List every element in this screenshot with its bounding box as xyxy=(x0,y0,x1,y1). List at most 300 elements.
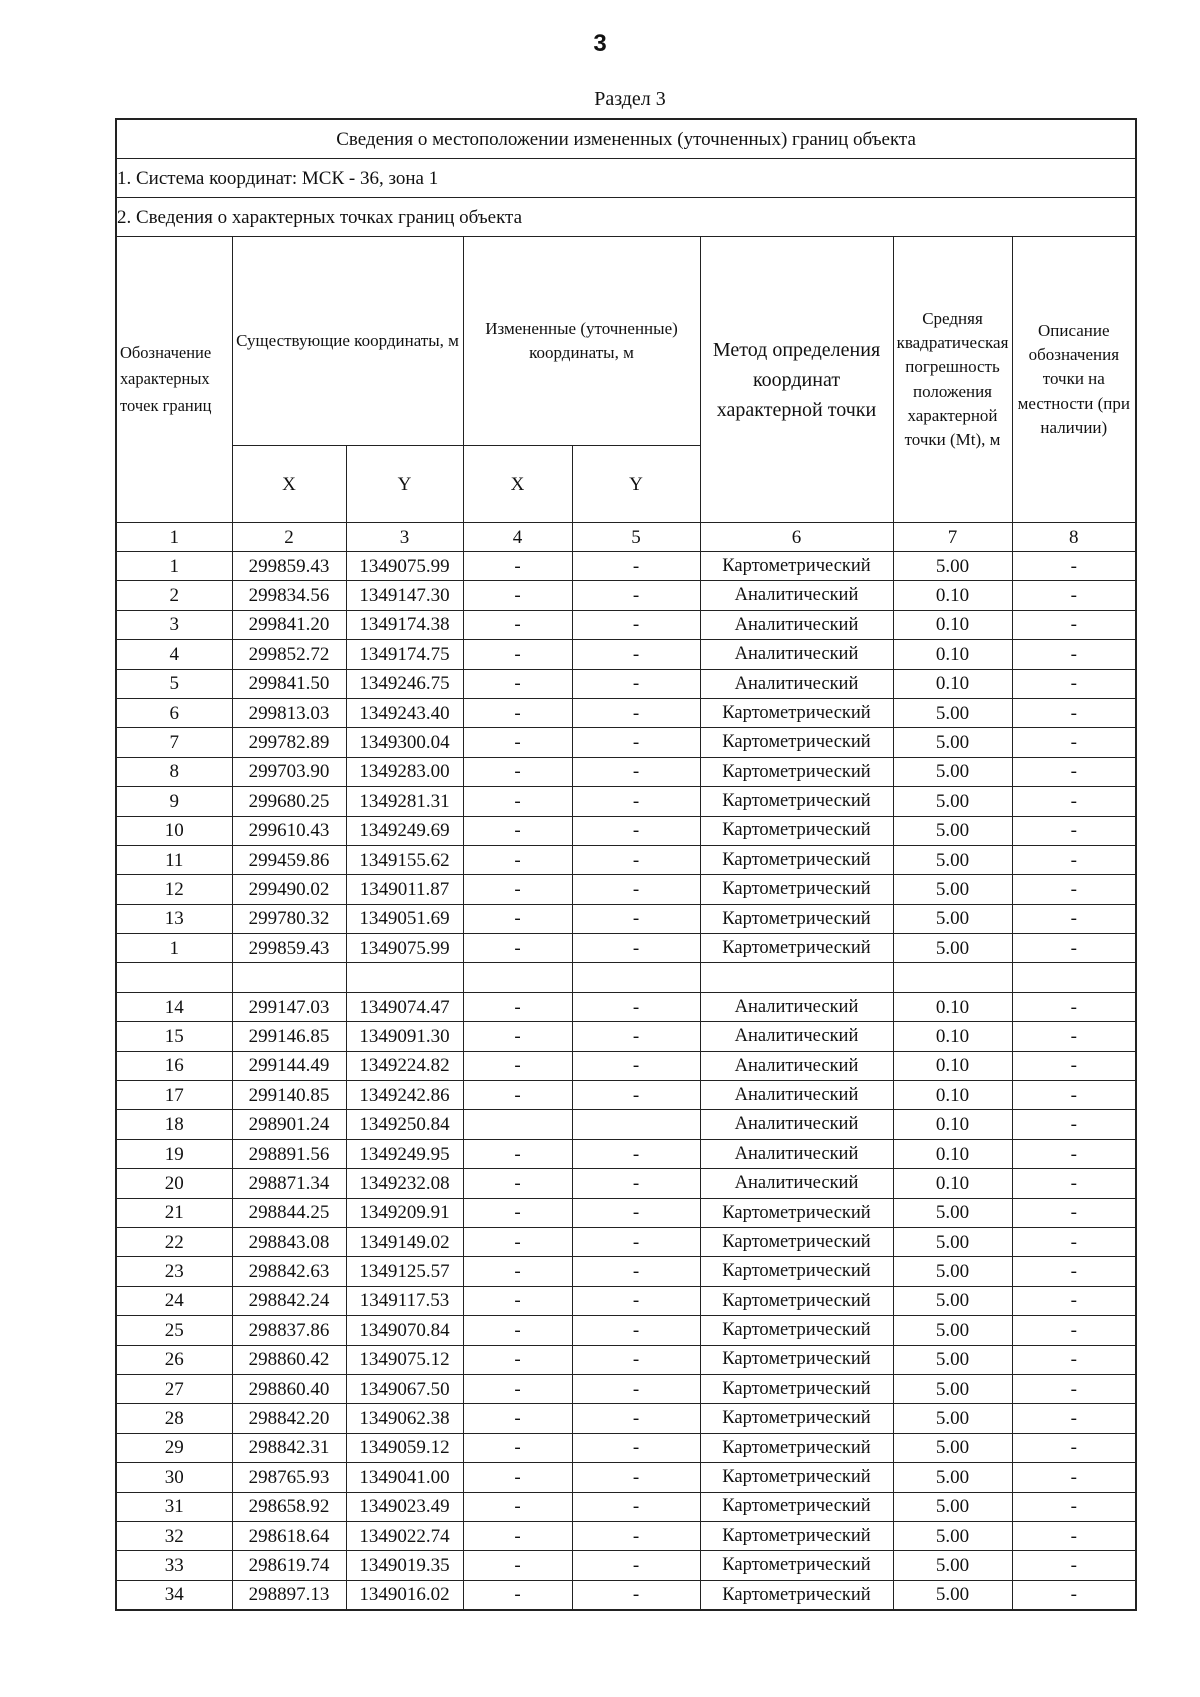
point-id-cell: 30 xyxy=(116,1463,232,1492)
existing-y-cell: 1349075.12 xyxy=(346,1345,463,1374)
existing-x-cell: 298860.42 xyxy=(232,1345,346,1374)
boundary-points-table xyxy=(115,118,1137,1611)
method-cell: Аналитический xyxy=(700,1139,893,1168)
column-number: 2 xyxy=(232,523,346,552)
table-row xyxy=(116,1139,1136,1168)
method-cell: Картометрический xyxy=(700,1580,893,1610)
existing-y-cell: 1349232.08 xyxy=(346,1169,463,1198)
changed-x-cell: - xyxy=(463,1081,572,1110)
changed-x-cell: - xyxy=(463,1580,572,1610)
method-cell: Картометрический xyxy=(700,904,893,933)
table-row xyxy=(116,610,1136,639)
header-changed-x: X xyxy=(463,446,572,523)
method-cell: Картометрический xyxy=(700,1521,893,1550)
existing-y-cell: 1349246.75 xyxy=(346,669,463,698)
table-row xyxy=(116,1257,1136,1286)
table-row xyxy=(116,1433,1136,1462)
table-row xyxy=(116,1227,1136,1256)
point-id-cell: 15 xyxy=(116,1022,232,1051)
changed-x-cell: - xyxy=(463,934,572,963)
existing-x-cell: 298860.40 xyxy=(232,1374,346,1403)
changed-x-cell: - xyxy=(463,1257,572,1286)
header-error: Средняя квадратическая погрешность положения характерной точки (Mt), м xyxy=(893,237,1012,523)
changed-y-cell: - xyxy=(572,1492,700,1521)
point-id-cell: 13 xyxy=(116,904,232,933)
method-cell: Картометрический xyxy=(700,845,893,874)
changed-x-cell: - xyxy=(463,1492,572,1521)
description-cell: - xyxy=(1012,1169,1136,1198)
existing-y-cell: 1349023.49 xyxy=(346,1492,463,1521)
changed-y-cell: - xyxy=(572,757,700,786)
table-row xyxy=(116,698,1136,727)
changed-x-cell: - xyxy=(463,728,572,757)
description-cell: - xyxy=(1012,1463,1136,1492)
changed-y-cell: - xyxy=(572,698,700,727)
description-cell: - xyxy=(1012,992,1136,1021)
error-cell: 0.10 xyxy=(893,640,1012,669)
error-cell: 0.10 xyxy=(893,1169,1012,1198)
column-number: 8 xyxy=(1012,523,1136,552)
changed-x-cell: - xyxy=(463,1551,572,1580)
point-id-cell: 4 xyxy=(116,640,232,669)
existing-y-cell: 1349019.35 xyxy=(346,1551,463,1580)
column-number: 5 xyxy=(572,523,700,552)
description-cell: - xyxy=(1012,552,1136,581)
method-cell: Картометрический xyxy=(700,1286,893,1315)
existing-y-cell: 1349155.62 xyxy=(346,845,463,874)
description-cell: - xyxy=(1012,698,1136,727)
changed-y-cell: - xyxy=(572,1404,700,1433)
table-row xyxy=(116,934,1136,963)
description-cell xyxy=(1012,963,1136,992)
existing-x-cell: 299780.32 xyxy=(232,904,346,933)
table-row xyxy=(116,787,1136,816)
table-row xyxy=(116,640,1136,669)
description-cell: - xyxy=(1012,581,1136,610)
changed-y-cell: - xyxy=(572,1463,700,1492)
error-cell: 5.00 xyxy=(893,787,1012,816)
description-cell: - xyxy=(1012,1316,1136,1345)
changed-y-cell: - xyxy=(572,669,700,698)
method-cell: Картометрический xyxy=(700,728,893,757)
table-row xyxy=(116,1463,1136,1492)
changed-y-cell: - xyxy=(572,1051,700,1080)
existing-x-cell: 299680.25 xyxy=(232,787,346,816)
method-cell: Картометрический xyxy=(700,552,893,581)
table-row xyxy=(116,1521,1136,1550)
changed-y-cell: - xyxy=(572,1551,700,1580)
error-cell: 0.10 xyxy=(893,1022,1012,1051)
existing-y-cell: 1349075.99 xyxy=(346,552,463,581)
existing-y-cell: 1349300.04 xyxy=(346,728,463,757)
method-cell: Картометрический xyxy=(700,757,893,786)
existing-y-cell: 1349011.87 xyxy=(346,875,463,904)
existing-x-cell: 298897.13 xyxy=(232,1580,346,1610)
existing-x-cell xyxy=(232,963,346,992)
error-cell: 5.00 xyxy=(893,1374,1012,1403)
changed-x-cell: - xyxy=(463,1169,572,1198)
changed-x-cell: - xyxy=(463,1463,572,1492)
description-cell: - xyxy=(1012,728,1136,757)
changed-x-cell: - xyxy=(463,845,572,874)
error-cell: 0.10 xyxy=(893,669,1012,698)
existing-x-cell: 298837.86 xyxy=(232,1316,346,1345)
error-cell: 5.00 xyxy=(893,757,1012,786)
description-cell: - xyxy=(1012,1492,1136,1521)
point-id-cell: 20 xyxy=(116,1169,232,1198)
changed-x-cell: - xyxy=(463,581,572,610)
header-designation: Обозначение характерных точек границ xyxy=(116,237,232,523)
error-cell: 0.10 xyxy=(893,581,1012,610)
point-id-cell xyxy=(116,963,232,992)
description-cell: - xyxy=(1012,816,1136,845)
existing-y-cell: 1349091.30 xyxy=(346,1022,463,1051)
method-cell: Аналитический xyxy=(700,1110,893,1139)
changed-x-cell: - xyxy=(463,1198,572,1227)
header-description: Описание обозначения точки на местности (при наличии) xyxy=(1012,237,1136,523)
existing-y-cell: 1349074.47 xyxy=(346,992,463,1021)
table-row xyxy=(116,1316,1136,1345)
method-cell: Картометрический xyxy=(700,1345,893,1374)
existing-x-cell: 298765.93 xyxy=(232,1463,346,1492)
point-id-cell: 2 xyxy=(116,581,232,610)
method-cell: Аналитический xyxy=(700,1081,893,1110)
header-method: Метод определения координат характерной точки xyxy=(700,237,893,523)
error-cell: 0.10 xyxy=(893,1139,1012,1168)
table-row xyxy=(116,1110,1136,1139)
method-cell: Картометрический xyxy=(700,1463,893,1492)
existing-x-cell: 298618.64 xyxy=(232,1521,346,1550)
existing-x-cell: 299146.85 xyxy=(232,1022,346,1051)
changed-y-cell: - xyxy=(572,904,700,933)
table-row xyxy=(116,845,1136,874)
description-cell: - xyxy=(1012,640,1136,669)
method-cell: Картометрический xyxy=(700,1257,893,1286)
point-id-cell: 27 xyxy=(116,1374,232,1403)
existing-x-cell: 299140.85 xyxy=(232,1081,346,1110)
error-cell: 5.00 xyxy=(893,1316,1012,1345)
point-id-cell: 23 xyxy=(116,1257,232,1286)
point-id-cell: 24 xyxy=(116,1286,232,1315)
table-row xyxy=(116,1492,1136,1521)
error-cell: 5.00 xyxy=(893,552,1012,581)
changed-x-cell: - xyxy=(463,1316,572,1345)
changed-y-cell: - xyxy=(572,1198,700,1227)
error-cell: 5.00 xyxy=(893,1580,1012,1610)
existing-x-cell: 299147.03 xyxy=(232,992,346,1021)
description-cell: - xyxy=(1012,1139,1136,1168)
existing-y-cell: 1349249.69 xyxy=(346,816,463,845)
changed-x-cell: - xyxy=(463,904,572,933)
header-existing-coordinates: Существующие координаты, м xyxy=(232,237,463,446)
description-cell: - xyxy=(1012,610,1136,639)
header-changed-y: Y xyxy=(572,446,700,523)
table-title: Сведения о местоположении измененных (уточненных) границ объекта xyxy=(116,119,1136,159)
description-cell: - xyxy=(1012,1551,1136,1580)
method-cell: Картометрический xyxy=(700,698,893,727)
error-cell xyxy=(893,963,1012,992)
error-cell: 0.10 xyxy=(893,992,1012,1021)
error-cell: 0.10 xyxy=(893,1110,1012,1139)
error-cell: 5.00 xyxy=(893,1492,1012,1521)
existing-x-cell: 299144.49 xyxy=(232,1051,346,1080)
existing-y-cell: 1349016.02 xyxy=(346,1580,463,1610)
existing-y-cell: 1349281.31 xyxy=(346,787,463,816)
existing-x-cell: 299859.43 xyxy=(232,552,346,581)
table-row xyxy=(116,1022,1136,1051)
error-cell: 5.00 xyxy=(893,1551,1012,1580)
point-id-cell: 11 xyxy=(116,845,232,874)
existing-x-cell: 299610.43 xyxy=(232,816,346,845)
error-cell: 0.10 xyxy=(893,1081,1012,1110)
existing-x-cell: 298843.08 xyxy=(232,1227,346,1256)
existing-y-cell: 1349022.74 xyxy=(346,1521,463,1550)
table-row xyxy=(116,1404,1136,1433)
existing-x-cell: 299841.50 xyxy=(232,669,346,698)
error-cell: 5.00 xyxy=(893,698,1012,727)
method-cell: Аналитический xyxy=(700,1169,893,1198)
description-cell: - xyxy=(1012,845,1136,874)
existing-x-cell: 299813.03 xyxy=(232,698,346,727)
description-cell: - xyxy=(1012,1081,1136,1110)
method-cell: Аналитический xyxy=(700,1022,893,1051)
point-id-cell: 25 xyxy=(116,1316,232,1345)
method-cell: Аналитический xyxy=(700,640,893,669)
table-row xyxy=(116,816,1136,845)
existing-y-cell: 1349174.75 xyxy=(346,640,463,669)
column-number: 3 xyxy=(346,523,463,552)
header-existing-x: X xyxy=(232,446,346,523)
error-cell: 5.00 xyxy=(893,1521,1012,1550)
table-row xyxy=(116,992,1136,1021)
error-cell: 5.00 xyxy=(893,816,1012,845)
description-cell: - xyxy=(1012,787,1136,816)
description-cell: - xyxy=(1012,1198,1136,1227)
changed-y-cell: - xyxy=(572,1374,700,1403)
changed-y-cell: - xyxy=(572,1521,700,1550)
existing-x-cell: 298891.56 xyxy=(232,1139,346,1168)
existing-x-cell: 299490.02 xyxy=(232,875,346,904)
table-row xyxy=(116,1169,1136,1198)
changed-x-cell: - xyxy=(463,698,572,727)
existing-x-cell: 299703.90 xyxy=(232,757,346,786)
description-cell: - xyxy=(1012,1580,1136,1610)
existing-y-cell: 1349242.86 xyxy=(346,1081,463,1110)
point-id-cell: 3 xyxy=(116,610,232,639)
existing-x-cell: 299859.43 xyxy=(232,934,346,963)
error-cell: 5.00 xyxy=(893,1257,1012,1286)
changed-x-cell: - xyxy=(463,1374,572,1403)
existing-y-cell: 1349249.95 xyxy=(346,1139,463,1168)
changed-x-cell: - xyxy=(463,552,572,581)
table-row xyxy=(116,581,1136,610)
error-cell: 5.00 xyxy=(893,1286,1012,1315)
description-cell: - xyxy=(1012,1521,1136,1550)
changed-x-cell: - xyxy=(463,1345,572,1374)
method-cell: Картометрический xyxy=(700,1316,893,1345)
existing-y-cell: 1349075.99 xyxy=(346,934,463,963)
existing-x-cell: 298842.20 xyxy=(232,1404,346,1433)
changed-y-cell: - xyxy=(572,1169,700,1198)
existing-y-cell: 1349062.38 xyxy=(346,1404,463,1433)
table-row xyxy=(116,1286,1136,1315)
changed-y-cell: - xyxy=(572,787,700,816)
method-cell: Картометрический xyxy=(700,1198,893,1227)
changed-y-cell: - xyxy=(572,845,700,874)
description-cell: - xyxy=(1012,904,1136,933)
section-label: Раздел 3 xyxy=(594,88,666,110)
point-id-cell: 1 xyxy=(116,934,232,963)
changed-x-cell xyxy=(463,963,572,992)
changed-y-cell: - xyxy=(572,934,700,963)
changed-x-cell: - xyxy=(463,1286,572,1315)
error-cell: 5.00 xyxy=(893,1463,1012,1492)
existing-x-cell: 298842.63 xyxy=(232,1257,346,1286)
point-id-cell: 5 xyxy=(116,669,232,698)
changed-x-cell: - xyxy=(463,875,572,904)
point-id-cell: 10 xyxy=(116,816,232,845)
existing-y-cell: 1349059.12 xyxy=(346,1433,463,1462)
existing-y-cell: 1349149.02 xyxy=(346,1227,463,1256)
description-cell: - xyxy=(1012,669,1136,698)
changed-y-cell: - xyxy=(572,610,700,639)
description-cell: - xyxy=(1012,934,1136,963)
existing-x-cell: 299852.72 xyxy=(232,640,346,669)
description-cell: - xyxy=(1012,1022,1136,1051)
method-cell: Аналитический xyxy=(700,581,893,610)
point-id-cell: 29 xyxy=(116,1433,232,1462)
point-id-cell: 32 xyxy=(116,1521,232,1550)
existing-y-cell: 1349125.57 xyxy=(346,1257,463,1286)
method-cell: Аналитический xyxy=(700,992,893,1021)
point-id-cell: 17 xyxy=(116,1081,232,1110)
error-cell: 0.10 xyxy=(893,1051,1012,1080)
coordinate-system: 1. Система координат: МСК - 36, зона 1 xyxy=(116,159,1136,198)
header-existing-y: Y xyxy=(346,446,463,523)
changed-y-cell: - xyxy=(572,581,700,610)
existing-x-cell: 298842.24 xyxy=(232,1286,346,1315)
table-row xyxy=(116,728,1136,757)
description-cell: - xyxy=(1012,875,1136,904)
changed-y-cell: - xyxy=(572,640,700,669)
point-id-cell: 7 xyxy=(116,728,232,757)
changed-y-cell: - xyxy=(572,1227,700,1256)
point-id-cell: 34 xyxy=(116,1580,232,1610)
error-cell: 5.00 xyxy=(893,934,1012,963)
existing-x-cell: 298658.92 xyxy=(232,1492,346,1521)
existing-x-cell: 298842.31 xyxy=(232,1433,346,1462)
changed-y-cell: - xyxy=(572,875,700,904)
point-id-cell: 26 xyxy=(116,1345,232,1374)
method-cell: Картометрический xyxy=(700,1551,893,1580)
table-row xyxy=(116,904,1136,933)
table-row xyxy=(116,1051,1136,1080)
point-id-cell: 21 xyxy=(116,1198,232,1227)
existing-y-cell: 1349041.00 xyxy=(346,1463,463,1492)
point-id-cell: 33 xyxy=(116,1551,232,1580)
existing-y-cell: 1349070.84 xyxy=(346,1316,463,1345)
point-id-cell: 12 xyxy=(116,875,232,904)
existing-y-cell: 1349067.50 xyxy=(346,1374,463,1403)
column-number: 7 xyxy=(893,523,1012,552)
changed-y-cell: - xyxy=(572,1433,700,1462)
existing-y-cell: 1349147.30 xyxy=(346,581,463,610)
existing-x-cell: 298844.25 xyxy=(232,1198,346,1227)
column-number: 1 xyxy=(116,523,232,552)
point-id-cell: 31 xyxy=(116,1492,232,1521)
point-id-cell: 1 xyxy=(116,552,232,581)
table-row xyxy=(116,1198,1136,1227)
existing-y-cell: 1349174.38 xyxy=(346,610,463,639)
changed-x-cell: - xyxy=(463,787,572,816)
point-id-cell: 19 xyxy=(116,1139,232,1168)
column-number: 4 xyxy=(463,523,572,552)
existing-x-cell: 299782.89 xyxy=(232,728,346,757)
table-row xyxy=(116,1081,1136,1110)
error-cell: 5.00 xyxy=(893,1433,1012,1462)
table-row xyxy=(116,552,1136,581)
existing-y-cell: 1349224.82 xyxy=(346,1051,463,1080)
changed-x-cell xyxy=(463,1110,572,1139)
table-row xyxy=(116,1345,1136,1374)
existing-x-cell: 298871.34 xyxy=(232,1169,346,1198)
description-cell: - xyxy=(1012,1345,1136,1374)
changed-x-cell: - xyxy=(463,1521,572,1550)
point-id-cell: 6 xyxy=(116,698,232,727)
method-cell: Картометрический xyxy=(700,816,893,845)
changed-y-cell: - xyxy=(572,1316,700,1345)
changed-x-cell: - xyxy=(463,640,572,669)
changed-x-cell: - xyxy=(463,1404,572,1433)
description-cell: - xyxy=(1012,1051,1136,1080)
description-cell: - xyxy=(1012,1404,1136,1433)
error-cell: 5.00 xyxy=(893,728,1012,757)
error-cell: 5.00 xyxy=(893,1345,1012,1374)
description-cell: - xyxy=(1012,1433,1136,1462)
method-cell: Картометрический xyxy=(700,1227,893,1256)
point-id-cell: 9 xyxy=(116,787,232,816)
changed-x-cell: - xyxy=(463,992,572,1021)
method-cell: Картометрический xyxy=(700,1404,893,1433)
changed-x-cell: - xyxy=(463,669,572,698)
table-row xyxy=(116,1374,1136,1403)
method-cell: Картометрический xyxy=(700,1492,893,1521)
description-cell: - xyxy=(1012,1110,1136,1139)
error-cell: 5.00 xyxy=(893,1198,1012,1227)
changed-x-cell: - xyxy=(463,1227,572,1256)
changed-x-cell: - xyxy=(463,1022,572,1051)
method-cell: Аналитический xyxy=(700,610,893,639)
header-changed-coordinates: Измененные (уточненные) координаты, м xyxy=(463,237,700,446)
method-cell: Аналитический xyxy=(700,1051,893,1080)
error-cell: 5.00 xyxy=(893,904,1012,933)
existing-x-cell: 299834.56 xyxy=(232,581,346,610)
existing-x-cell: 298901.24 xyxy=(232,1110,346,1139)
description-cell: - xyxy=(1012,1227,1136,1256)
changed-y-cell: - xyxy=(572,552,700,581)
error-cell: 0.10 xyxy=(893,610,1012,639)
method-cell: Картометрический xyxy=(700,787,893,816)
method-cell: Картометрический xyxy=(700,1374,893,1403)
table-row xyxy=(116,1580,1136,1610)
existing-x-cell: 299841.20 xyxy=(232,610,346,639)
table-row xyxy=(116,963,1136,992)
changed-x-cell: - xyxy=(463,1051,572,1080)
point-id-cell: 18 xyxy=(116,1110,232,1139)
point-id-cell: 16 xyxy=(116,1051,232,1080)
description-cell: - xyxy=(1012,1257,1136,1286)
error-cell: 5.00 xyxy=(893,1227,1012,1256)
